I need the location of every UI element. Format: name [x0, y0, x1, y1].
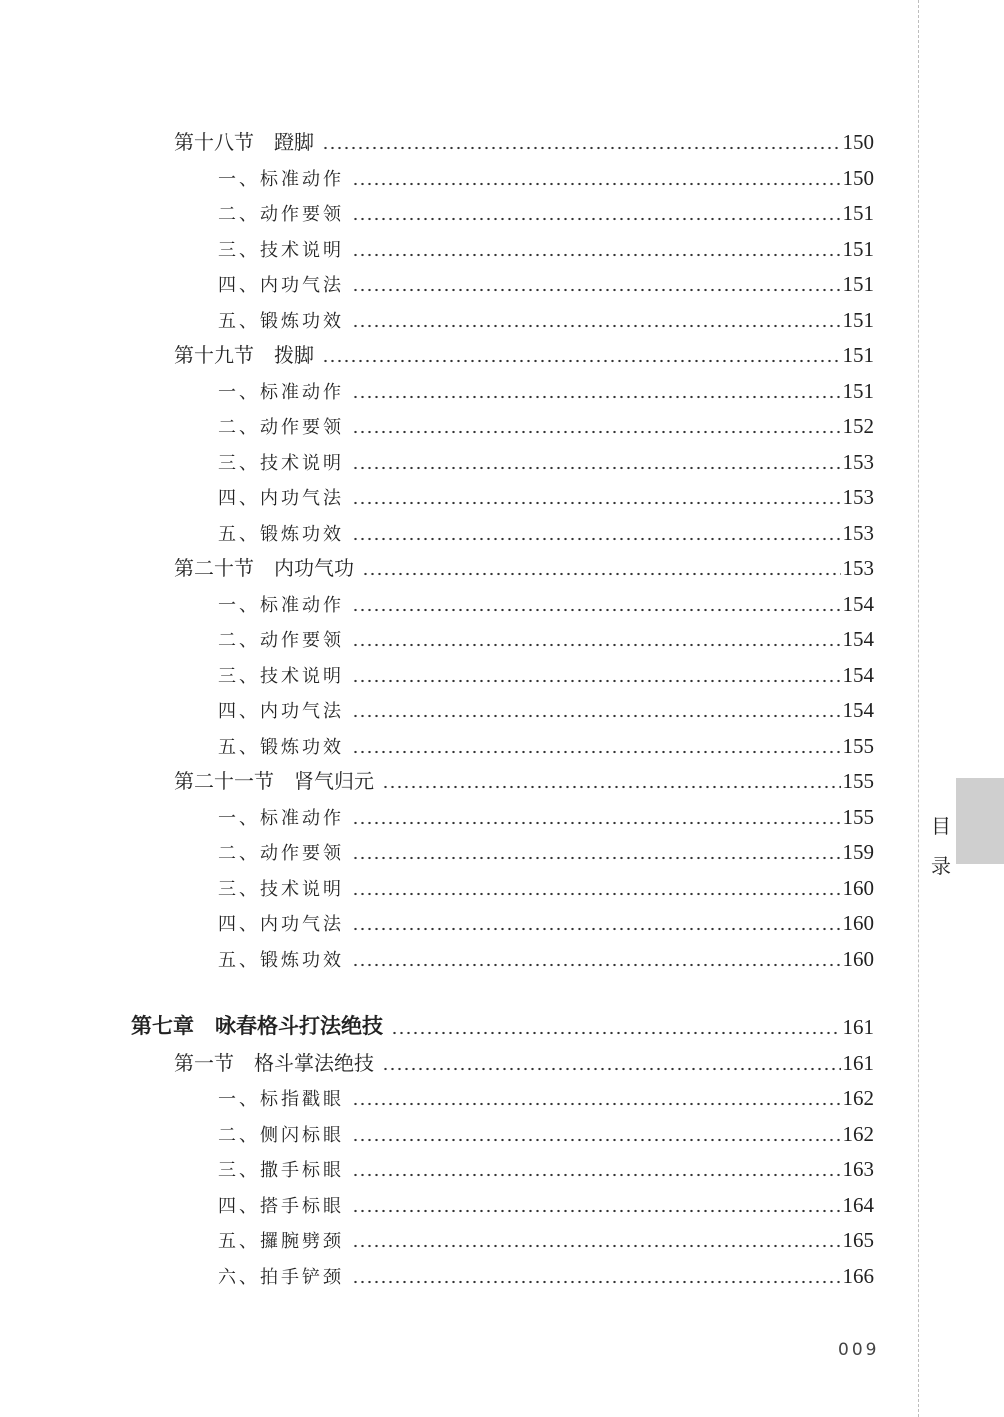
toc-entry-page-number: 159 [842, 840, 874, 864]
toc-subsection-entry[interactable] [218, 445, 874, 475]
dot-leader [352, 516, 841, 546]
toc-entry-label: 五、锻炼功效 [218, 737, 344, 758]
section-tab [956, 778, 1004, 864]
dot-leader [352, 161, 841, 191]
dot-leader [352, 232, 841, 262]
toc-entry-label: 第一节 格斗掌法绝技 [174, 1051, 374, 1075]
toc-entry-label: 二、动作要领 [218, 417, 344, 438]
toc-entry-label: 一、标指戳眼 [218, 1089, 344, 1110]
dot-leader [352, 445, 841, 475]
toc-subsection-entry[interactable] [218, 1259, 874, 1289]
toc-subsection-entry[interactable] [218, 1188, 874, 1218]
dot-leader [352, 942, 841, 972]
toc-entry-label: 第十八节 蹬脚 [174, 130, 314, 154]
toc-section-entry[interactable] [174, 1046, 874, 1076]
toc-entry-label: 第二十节 内功气功 [174, 556, 354, 580]
toc-entry-label: 三、技术说明 [218, 240, 344, 261]
toc-entry-page-number: 152 [842, 414, 874, 438]
toc-subsection-entry[interactable] [218, 658, 874, 688]
dot-leader [352, 871, 841, 901]
toc-entry-label: 二、动作要领 [218, 843, 344, 864]
toc-entry-label: 六、拍手铲颈 [218, 1267, 344, 1288]
dot-leader [352, 267, 841, 297]
toc-entry-page-number: 160 [842, 876, 874, 900]
toc-subsection-entry[interactable] [218, 196, 874, 226]
toc-subsection-entry[interactable] [218, 942, 874, 972]
toc-entry-label: 三、撒手标眼 [218, 1160, 344, 1181]
toc-entry-label: 三、技术说明 [218, 879, 344, 900]
dot-leader [352, 1259, 841, 1289]
page-number: 009 [838, 1340, 880, 1360]
toc-subsection-entry[interactable] [218, 587, 874, 617]
toc-entry-page-number: 151 [842, 272, 874, 296]
toc-subsection-entry[interactable] [218, 800, 874, 830]
toc-section-entry[interactable] [174, 764, 874, 794]
toc-entry-label: 第十九节 拨脚 [174, 343, 314, 367]
toc-entry-label: 三、技术说明 [218, 666, 344, 687]
section-tab-char-1: 目 [931, 814, 951, 838]
toc-entry-label: 第二十一节 肾气归元 [174, 769, 374, 793]
toc-entry-label: 一、标准动作 [218, 595, 344, 616]
toc-subsection-entry[interactable] [218, 409, 874, 439]
toc-entry-page-number: 154 [842, 627, 874, 651]
dot-leader [391, 1010, 841, 1040]
toc-subsection-entry[interactable] [218, 1152, 874, 1182]
toc-subsection-entry[interactable] [218, 267, 874, 297]
toc-entry-page-number: 153 [842, 556, 874, 580]
toc-subsection-entry[interactable] [218, 1081, 874, 1111]
toc-entry-page-number: 153 [842, 485, 874, 509]
toc-entry-page-number: 161 [842, 1015, 874, 1039]
section-tab-label [929, 806, 953, 886]
dot-leader [352, 587, 841, 617]
dot-leader [352, 1081, 841, 1111]
toc-subsection-entry[interactable] [218, 729, 874, 759]
toc-entry-page-number: 162 [842, 1086, 874, 1110]
toc-entry-page-number: 155 [842, 805, 874, 829]
toc-entry-page-number: 151 [842, 237, 874, 261]
toc-entry-page-number: 153 [842, 521, 874, 545]
toc-entry-label: 四、内功气法 [218, 275, 344, 296]
dot-leader [352, 622, 841, 652]
dot-leader [352, 374, 841, 404]
dot-leader [352, 800, 841, 830]
section-tab-char-2: 录 [931, 854, 951, 878]
toc-entry-page-number: 160 [842, 947, 874, 971]
toc-subsection-entry[interactable] [218, 835, 874, 865]
toc-entry-label: 二、动作要领 [218, 630, 344, 651]
dot-leader [352, 480, 841, 510]
toc-entry-page-number: 151 [842, 201, 874, 225]
toc-entry-page-number: 161 [842, 1051, 874, 1075]
dot-leader [352, 658, 841, 688]
toc-entry-page-number: 150 [842, 130, 874, 154]
toc-entry-label: 四、内功气法 [218, 914, 344, 935]
toc-subsection-entry[interactable] [218, 871, 874, 901]
toc-entry-label: 一、标准动作 [218, 169, 344, 190]
toc-subsection-entry[interactable] [218, 374, 874, 404]
toc-entry-label: 三、技术说明 [218, 453, 344, 474]
dot-leader [352, 1223, 841, 1253]
toc-entry-page-number: 163 [842, 1157, 874, 1181]
toc-entry-page-number: 165 [842, 1228, 874, 1252]
toc-entry-label: 五、锻炼功效 [218, 524, 344, 545]
fold-line [918, 0, 919, 1417]
toc-entry-label: 四、搭手标眼 [218, 1196, 344, 1217]
dot-leader [352, 729, 841, 759]
toc-entry-page-number: 151 [842, 308, 874, 332]
dot-leader [322, 338, 841, 368]
toc-entry-page-number: 155 [842, 769, 874, 793]
toc-entry-page-number: 166 [842, 1264, 874, 1288]
toc-subsection-entry[interactable] [218, 622, 874, 652]
dot-leader [352, 303, 841, 333]
dot-leader [352, 835, 841, 865]
toc-subsection-entry[interactable] [218, 1117, 874, 1147]
toc-section-entry[interactable] [174, 338, 874, 368]
toc-subsection-entry[interactable] [218, 516, 874, 546]
toc-entry-label: 二、侧闪标眼 [218, 1125, 344, 1146]
dot-leader [352, 409, 841, 439]
dot-leader [352, 906, 841, 936]
dot-leader [382, 764, 841, 794]
toc-entry-label: 四、内功气法 [218, 488, 344, 509]
dot-leader [352, 1152, 841, 1182]
dot-leader [362, 551, 841, 581]
toc-entry-label: 五、锻炼功效 [218, 950, 344, 971]
toc-entry-page-number: 154 [842, 592, 874, 616]
toc-entry-page-number: 162 [842, 1122, 874, 1146]
dot-leader [382, 1046, 841, 1076]
toc-subsection-entry[interactable] [218, 303, 874, 333]
toc-entry-page-number: 155 [842, 734, 874, 758]
toc-subsection-entry[interactable] [218, 480, 874, 510]
toc-subsection-entry[interactable] [218, 232, 874, 262]
toc-entry-label: 一、标准动作 [218, 808, 344, 829]
toc-entry-page-number: 151 [842, 343, 874, 367]
dot-leader [352, 196, 841, 226]
toc-subsection-entry[interactable] [218, 1223, 874, 1253]
toc-entry-label: 四、内功气法 [218, 701, 344, 722]
toc-entry-page-number: 150 [842, 166, 874, 190]
toc-entry-label: 第七章 咏春格斗打法绝技 [131, 1013, 383, 1038]
dot-leader [352, 1117, 841, 1147]
toc-entry-label: 一、标准动作 [218, 382, 344, 403]
toc-entry-page-number: 151 [842, 379, 874, 403]
dot-leader [322, 125, 841, 155]
toc-entry-label: 五、锻炼功效 [218, 311, 344, 332]
toc-entry-label: 五、攞腕劈颈 [218, 1231, 344, 1252]
toc-subsection-entry[interactable] [218, 906, 874, 936]
dot-leader [352, 1188, 841, 1218]
toc-section-entry[interactable] [174, 125, 874, 155]
dot-leader [352, 693, 841, 723]
toc-section-entry[interactable] [174, 551, 874, 581]
toc-entry-page-number: 164 [842, 1193, 874, 1217]
toc-entry-page-number: 154 [842, 663, 874, 687]
toc-chapter-entry[interactable] [131, 1010, 874, 1040]
toc-entry-label: 二、动作要领 [218, 204, 344, 225]
toc-entry-page-number: 160 [842, 911, 874, 935]
toc-subsection-entry[interactable] [218, 693, 874, 723]
toc-subsection-entry[interactable] [218, 161, 874, 191]
toc-entry-page-number: 154 [842, 698, 874, 722]
toc-entry-page-number: 153 [842, 450, 874, 474]
